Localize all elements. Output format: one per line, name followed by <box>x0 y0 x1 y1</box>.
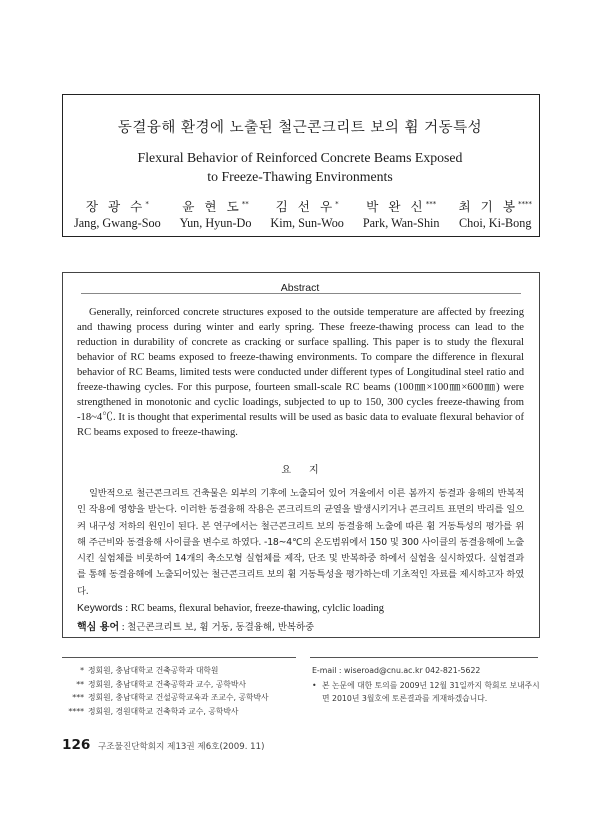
correspondence-divider <box>310 657 538 658</box>
paper-title-korean: 동결융해 환경에 노출된 철근콘크리트 보의 휨 거동특성 <box>117 120 483 136</box>
author <box>74 196 161 231</box>
author <box>270 196 344 231</box>
author-name-english: Yun, Hyun-Do <box>179 216 252 230</box>
abstract-text: Generally, reinforced concrete structures exposed to the outside temperature are affected by freezing and thawing process during winter and early spring. These freeze-thawing process can lead to the reduction in durability of concrete as cracking or surface spalling. This paper is to study the flexural behavior of RC beams exposed to freeze-thawing environments. To compare the difference in flexural behavior of RC Beams, limited tests were conducted under different types of Longitudinal steel ratio and freeze-thawing cycles. For this purpose, fourteen small-scale RC beams (100㎜×100㎜×600㎜) were strengthened in monotonic and cyclic loadings, subjected to up to 150, 300 cycles freeze-thawing from -18~4℃. It is thought that experimental results will be used as basic data to evaluate flexural behavior of RC beams exposed to freeze-thawing. <box>77 307 524 438</box>
paper-title-english-line1: Flexural Behavior of Reinforced Concrete Beams Exposed <box>137 150 463 165</box>
summary-text: 일반적으로 철근콘크리트 건축물은 외부의 기후에 노출되어 있어 겨울에서 이른 봄까지 동결과 융해의 반복적인 작용에 영향을 받는다. 이러한 동결융해 작용은 콘크리트의 균열을 발생시키거나 콘크리트 표면의 박리를 일으켜 내구성 저하의 원인이 된다. 본 연구에서는 철근콘크리트 보의 동결융해 노출에 따른 휨 거동특성의 평가를 위해 주근비와 동결융해 사이클을 변수로 하였다. -18~4℃의 온도범위에서 150 및 300 사이클의 동결융해에 노출시킨 실험체를 비롯하여 14개의 축소모형 실험체를 제작, 단조 및 반복하중 하에서 실험을 실시하였다. 실험결과를 통해 동결융해에 노출되어있는 철근콘크리트 보의 휨 거동특성을 평가하는데 기초적인 자료를 제시하고자 하였다. <box>77 488 524 597</box>
author-name-english: Jang, Gwang-Soo <box>74 216 161 230</box>
paper-title-english-line2: to Freeze-Thawing Environments <box>207 169 393 184</box>
keywords-korean: 핵심 용어 : 철근콘크리트 보, 휨 거동, 동결융해, 반복하중 <box>77 622 315 633</box>
author-name-english: Park, Wan-Shin <box>362 216 440 230</box>
paper-title-english <box>0 148 600 186</box>
author-mark: * <box>145 200 149 208</box>
keywords-english: Keywords : RC beams, flexural behavior, freeze-thawing, cylclic loading <box>77 603 384 614</box>
correspondence-block <box>312 664 542 706</box>
affiliation-item: * 정회원, 충남대학교 건축공학과 대학원 <box>80 666 219 675</box>
author-name-english: Kim, Sun-Woo <box>270 216 344 230</box>
keywords-label: Keywords <box>77 603 123 614</box>
summary-heading: 요지 <box>281 465 337 476</box>
author-name-korean: 장 광 수* <box>85 199 149 214</box>
author-mark: ** <box>241 200 249 208</box>
affiliation-item: *** 정회원, 충남대학교 건설공학교육과 조교수, 공학박사 <box>72 693 269 703</box>
affiliation-item: ** 정회원, 충남대학교 건축공학과 교수, 공학박사 <box>76 679 246 689</box>
abstract-heading: Abstract <box>280 282 320 294</box>
keywords-value: RC beams, flexural behavior, freeze-thawing, cylclic loading <box>130 603 384 614</box>
journal-info: 구조물진단학회지 제13권 제6호(2009. 11) <box>98 742 265 752</box>
author-name-korean: 윤 현 도** <box>182 199 249 214</box>
discussion-note: • 본 논문에 대한 토의를 2009년 12월 31일까지 학회로 보내주시면 2010년 3월호에 토론결과를 게재하겠습니다. <box>312 679 542 706</box>
author <box>363 196 440 231</box>
keywords-korean-label: 핵심 용어 <box>77 622 120 633</box>
author-name-korean: 김 선 우* <box>275 199 339 214</box>
keywords-block <box>77 599 537 637</box>
author <box>180 196 252 231</box>
corresponding-email: E-mail : wiseroad@cnu.ac.kr 042-821-5622 <box>312 666 481 675</box>
author-name-korean: 최 기 봉**** <box>458 199 532 214</box>
author-list <box>74 196 532 231</box>
affiliation-item: **** 정회원, 경원대학교 건축학과 교수, 공학박사 <box>68 707 239 717</box>
author-affiliations <box>62 664 302 719</box>
page-number: 126 <box>62 737 91 753</box>
author <box>458 196 532 231</box>
author-name-english: Choi, Ki-Bong <box>459 216 532 230</box>
keywords-korean-value: 철근콘크리트 보, 휨 거동, 동결융해, 반복하중 <box>127 622 315 633</box>
author-name-korean: 박 완 신*** <box>366 199 437 214</box>
author-mark: * <box>335 200 339 208</box>
author-mark: **** <box>518 200 532 208</box>
author-mark: *** <box>425 200 437 208</box>
footnote-divider <box>62 657 296 658</box>
bullet-icon: • <box>312 680 317 690</box>
